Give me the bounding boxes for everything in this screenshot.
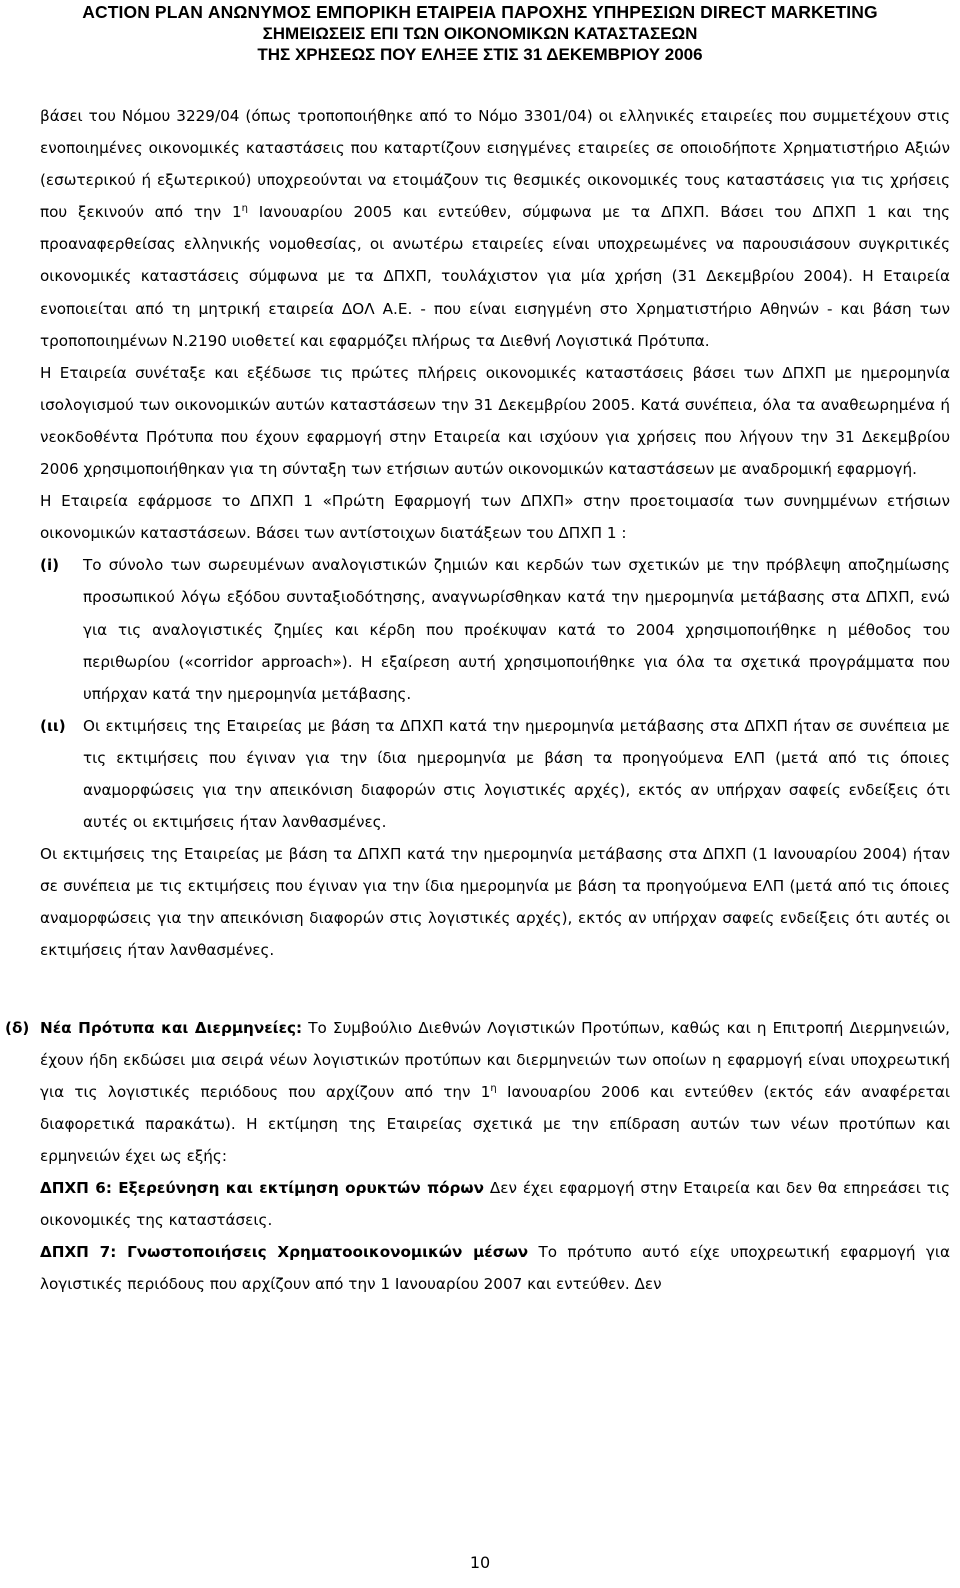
- list-item: [40, 710, 950, 838]
- paragraph-first-statements: Η Εταιρεία συνέταξε και εξέδωσε τις πρώτες πλήρεις οικονομικές καταστάσεις βάσει των ΔΠΧΠ με ημερομηνία ισολογισμού των οικονομικών αυτών καταστάσεων την 31 Δεκεμβρίου 2005. Κατά συνέπεια, όλα τα αναθεωρημένα ή νεοκδοθέντα Πρότυπα που έχουν εφαρμογή στην Εταιρεία και ισχύουν για χρήσεις που λήγουν την 31 Δεκεμβρίου 2006 χρησιμοποιήθηκαν για τη σύνταξη των ετήσιων αυτών οικονομικών καταστάσεων με αναδρομική εφαρμογή.: [40, 363, 950, 479]
- header-period: ΤΗΣ ΧΡΗΣΕΩΣ ΠΟΥ ΕΛΗΞΕ ΣΤΙΣ 31 ΔΕΚΕΜΒΡΙΟΥ 2006: [257, 45, 703, 64]
- paragraph-ifrs-basis: βάσει του Νόμου 3229/04 (όπως τροποποιήθηκε από το Νόμο 3301/04) οι ελληνικές εταιρείες που συμμετέχουν στις ενοποιημένες οικονομικές καταστάσεις που καταρτίζουν εισηγμένες εταιρείες σε οποιοδήποτε Χρηματιστήριο Αξιών (εσωτερικού ή εξωτερικού) υποχρεούνται να ετοιμάζουν τις θεσμικές οικονομικές τους καταστάσεις για τις χρήσεις που ξεκινούν από την $1^\eta$ Ιανουαρίου 2005 και εντεύθεν, σύμφωνα με τα ΔΠΧΠ. Βάσει του ΔΠΧΠ 1 και της προαναφερθείσας ελληνικής νομοθεσίας, οι ανωτέρω εταιρείες είναι υποχρεωμένες να παρουσιάσουν συγκριτικές οικονομικές καταστάσεις σύμφωνα με τα ΔΠΧΠ, τουλάχιστον για μία χρήση (31 Δεκεμβρίου 2004). Η Εταιρεία ενοποιείται από τη μητρική εταιρεία ΔΟΛ Α.Ε. - που είναι εισηγμένη στο Χρηματιστήριο Αθηνών - και βάση των τροποποιημένων Ν.2190 υιοθετεί και εφαρμόζει πλήρως τα Διεθνή Λογιστικά Πρότυπα.: [40, 107, 950, 350]
- paragraph-ifrs7: ΔΠΧΠ 7: Γνωστοποιήσεις Χρηματοοικονομικών μέσων Το πρότυπο αυτό είχε υποχρεωτική εφαρμογή για λογιστικές περιόδους που αρχίζουν από την 1 Ιανουαρίου 2007 και εντεύθεν. Δεν: [40, 1243, 950, 1294]
- ifrs6-heading: ΔΠΧΠ 6: Εξερεύνηση και εκτίμηση ορυκτών πόρων: [40, 1179, 484, 1197]
- paragraph-ifrs1-application: Η Εταιρεία εφάρμοσε το ΔΠΧΠ 1 «Πρώτη Εφαρμογή των ΔΠΧΠ» στην προετοιμασία των συνημμένων ετήσιων οικονομικών καταστάσεων. Βάσει των αντίστοιχων διατάξεων του ΔΠΧΠ 1 :: [40, 492, 950, 543]
- section-marker: (δ): [5, 1018, 30, 1037]
- document-header: [0, 0, 960, 65]
- paragraph-estimates: Οι εκτιμήσεις της Εταιρείας με βάση τα ΔΠΧΠ κατά την ημερομηνία μετάβασης στα ΔΠΧΠ (1 Ιανουαρίου 2004) ήταν σε συνέπεια με τις εκτιμήσεις που έγιναν για την ίδια ημερομηνία με βάση τα προηγούμενα ΕΛΠ (μετά από τις όποιες αναμορφώσεις για την απεικόνιση διαφορών στις λογιστικές αρχές), εκτός αν υπήρχαν σαφείς ενδείξεις ότι αυτές οι εκτιμήσεις ήταν λανθασμένες.: [40, 845, 950, 960]
- page-number: 10: [469, 1553, 491, 1572]
- document-body: [5, 100, 951, 1300]
- paragraph-ifrs6: ΔΠΧΠ 6: Εξερεύνηση και εκτίμηση ορυκτών πόρων Δεν έχει εφαρμογή στην Εταιρεία και δεν θα επηρεάσει τις οικονομικές της καταστάσεις.: [40, 1179, 950, 1230]
- list-marker: (ιι): [40, 716, 66, 735]
- list-item-text: Οι εκτιμήσεις της Εταιρείας με βάση τα ΔΠΧΠ κατά την ημερομηνία μετάβασης στα ΔΠΧΠ ήταν σε συνέπεια με τις εκτιμήσεις που έγιναν για την ίδια ημερομηνία με βάση τα προηγούμενα ΕΛΠ (μετά από τις όποιες αναμορφώσεις για την απεικόνιση διαφορών στις λογιστικές αρχές), εκτός αν υπήρχαν σαφείς ενδείξεις ότι αυτές οι εκτιμήσεις ήταν λανθασμένες.: [83, 716, 950, 832]
- list-marker: (i): [40, 556, 60, 575]
- list-item: [40, 549, 950, 709]
- section-heading: Νέα Πρότυπα και Διερμηνείες:: [40, 1018, 303, 1037]
- header-subtitle: ΣΗΜΕΙΩΣΕΙΣ ΕΠΙ ΤΩΝ ΟΙΚΟΝΟΜΙΚΩΝ ΚΑΤΑΣΤΑΣΕΩΝ: [262, 24, 698, 43]
- company-name: ACTION PLAN ΑΝΩΝΥΜΟΣ ΕΜΠΟΡΙΚΗ ΕΤΑΙΡΕΙΑ ΠΑΡΟΧΗΣ ΥΠΗΡΕΣΙΩΝ DIRECT MARKETING: [82, 2, 878, 22]
- list-item-text: Το σύνολο των σωρευμένων αναλογιστικών ζημιών και κερδών των σχετικών με την πρόβλεψη αποζημίωσης προσωπικού λόγω εξόδου συνταξιοδότησης, αναγνωρίσθηκαν κατά την ημερομηνία μετάβασης στα ΔΠΧΠ, ενώ για τις αναλογιστικές ζημίες και κέρδη που προέκυψαν κατά το 2004 χρησιμοποιήθηκε η μέθοδος του περιθωρίου («corridor approach»). Η εξαίρεση αυτή χρησιμοποιήθηκε για όλα τα σχετικά προγράμματα που υπήρχαν κατά την ημερομηνία μετάβασης.: [83, 556, 950, 703]
- section-new-standards: (δ) Νέα Πρότυπα και Διερμηνείες: Το Συμβούλιο Διεθνών Λογιστικών Προτύπων, καθώς και η Επιτροπή Διερμηνειών, έχουν ήδη εκδώσει μια σειρά νέων λογιστικών προτύπων και διερμηνειών των οποίων η εφαρμογή είναι υποχρεωτική για τις λογιστικές περιόδους που αρχίζουν από την $1^\eta$ Ιανουαρίου 2006 και εντεύθεν (εκτός εάν αναφέρεται διαφορετικά παρακάτω). Η εκτίμηση της Εταιρείας σχετικά με την επίδραση αυτών των νέων προτύπων και ερμηνειών έχει ως εξής:: [5, 1012, 950, 1172]
- ifrs7-heading: ΔΠΧΠ 7: Γνωστοποιήσεις Χρηματοοικονομικών μέσων: [40, 1243, 529, 1262]
